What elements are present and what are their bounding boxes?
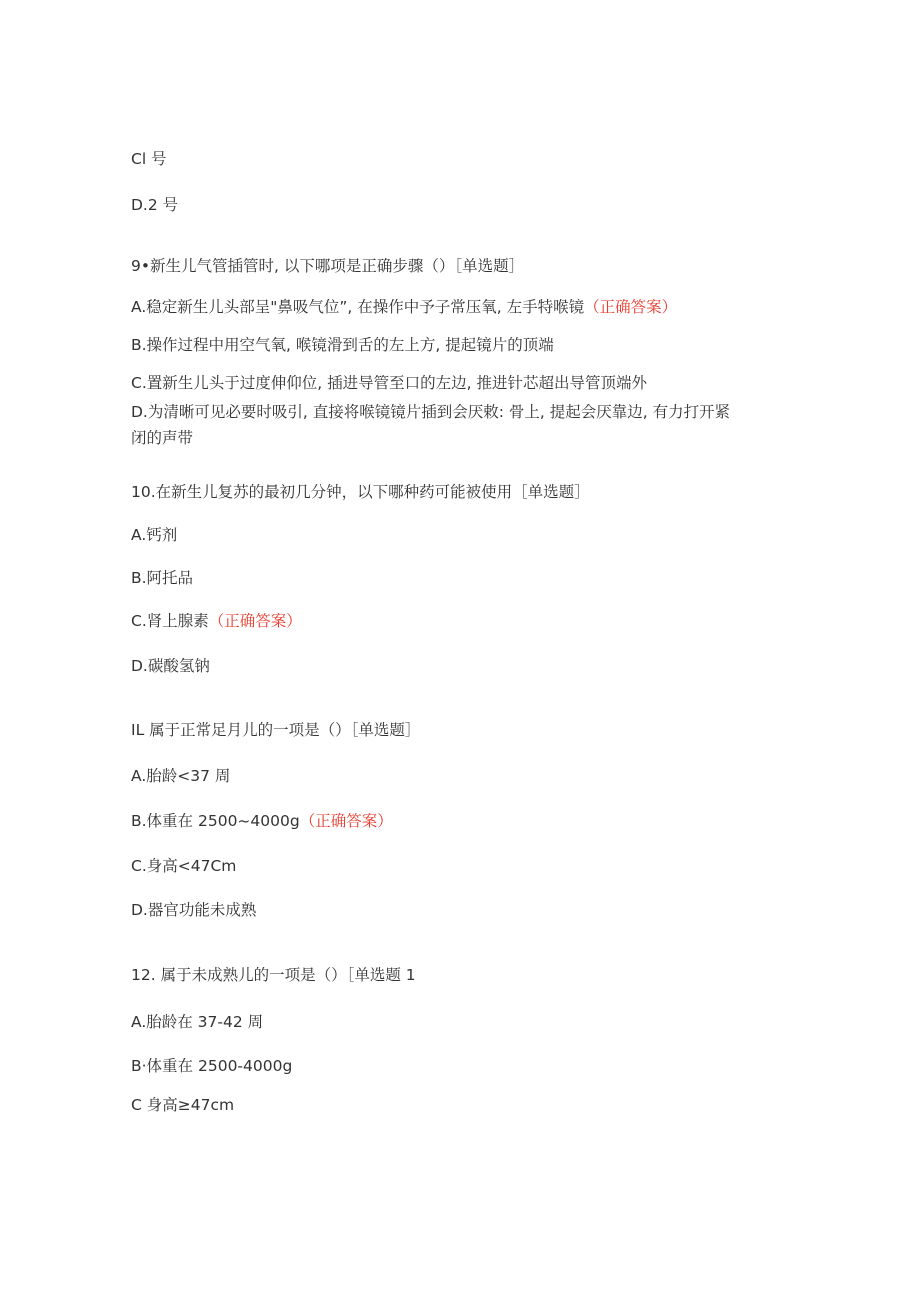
option-b-q9 xyxy=(131,332,820,358)
line-text: D.碳酸氢钠 xyxy=(131,657,210,675)
option-b-q12 xyxy=(131,1053,820,1079)
option-b-q11 xyxy=(131,808,820,834)
option-d-q8 xyxy=(131,192,820,218)
line-text: 闭的声带 xyxy=(131,429,194,447)
option-c-q9 xyxy=(131,370,820,396)
line-text: D.为清晰可见必要时吸引, 直接将喉镜镜片插到会厌敕: 骨上, 提起会厌靠边, 有力打开紧 xyxy=(131,403,731,421)
option-c-q12 xyxy=(131,1092,820,1118)
line-text: B.体重在 2500~4000g xyxy=(131,812,300,830)
question-10 xyxy=(131,479,820,505)
option-c-q8 xyxy=(131,146,820,172)
line-text: C 身高≥47cm xyxy=(131,1096,235,1114)
line-text: B.阿托品 xyxy=(131,569,194,587)
line-text: D.器官功能未成熟 xyxy=(131,901,257,919)
correct-answer-mark: （正确答案） xyxy=(208,612,302,630)
line-text: C.肾上腺素 xyxy=(131,612,209,630)
correct-answer-mark: （正确答案） xyxy=(584,298,678,316)
line-text: Cl 号 xyxy=(131,150,167,168)
line-text: D.2 号 xyxy=(131,196,179,214)
line-text: C.身高<47Cm xyxy=(131,857,237,875)
option-d-q9 xyxy=(131,399,820,425)
correct-answer-mark: （正确答案） xyxy=(299,812,393,830)
line-text: A.稳定新生儿头部呈"鼻吸气位”, 在操作中予子常压氧, 左手特喉镜 xyxy=(131,298,585,316)
question-9 xyxy=(131,253,820,279)
option-a-q11 xyxy=(131,763,820,789)
question-text: 12. 属于未成熟儿的一项是（）［单选题 1 xyxy=(131,966,416,984)
line-text: B.操作过程中用空气氧, 喉镜滑到舌的左上方, 提起镜片的顶端 xyxy=(131,336,554,354)
option-a-q12 xyxy=(131,1009,820,1035)
option-c-q10 xyxy=(131,608,820,634)
line-text: C.置新生儿头于过度伸仰位, 插进导管至口的左边, 推进针芯超出导管顶端外 xyxy=(131,374,647,392)
option-a-q9 xyxy=(131,294,820,320)
option-a-q10 xyxy=(131,522,820,548)
line-text: A.胎龄<37 周 xyxy=(131,767,231,785)
question-12 xyxy=(131,962,820,988)
question-text: 9•新生儿气管插管时, 以下哪项是正确步骤（）［单选题］ xyxy=(131,257,525,275)
question-text: IL 属于正常足月儿的一项是（）［单选题］ xyxy=(131,721,421,739)
option-d-q10 xyxy=(131,653,820,679)
option-c-q11 xyxy=(131,853,820,879)
line-text: B·体重在 2500-4000g xyxy=(131,1057,293,1075)
option-d-q9-cont xyxy=(131,425,820,451)
option-b-q10 xyxy=(131,565,820,591)
question-text: 10.在新生儿复苏的最初几分钟，以下哪种药可能被使用［单选题］ xyxy=(131,483,590,501)
line-text: A.胎龄在 37-42 周 xyxy=(131,1013,264,1031)
line-text: A.钙剂 xyxy=(131,526,178,544)
option-d-q11 xyxy=(131,897,820,923)
question-11 xyxy=(131,717,820,743)
